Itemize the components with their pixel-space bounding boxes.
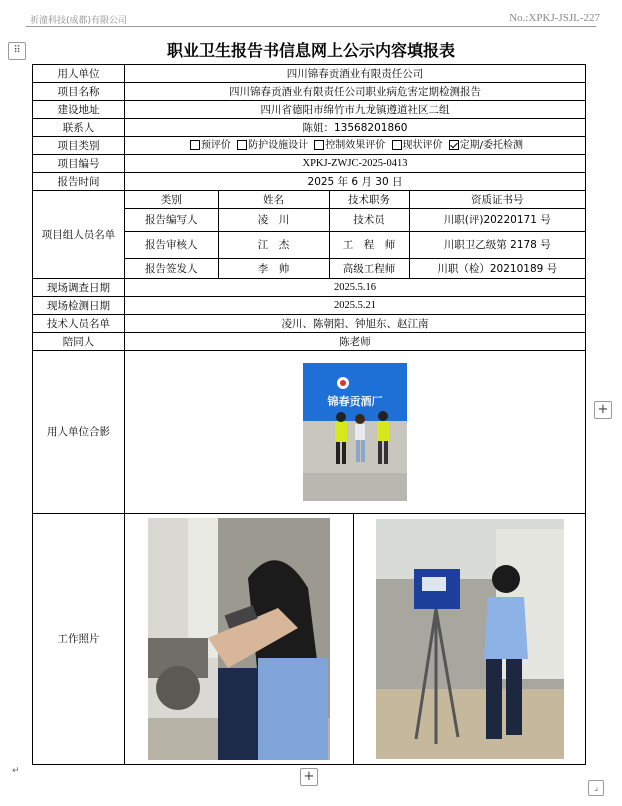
survey-date-value[interactable]: 2025.5.16	[125, 279, 586, 297]
page-title: 职业卫生报告书信息网上公示内容填报表	[166, 41, 455, 60]
table-row	[33, 83, 586, 101]
checkbox-checked-icon[interactable]	[449, 140, 459, 150]
project-no-value[interactable]: XPKJ-ZWJC-2025-0413	[125, 155, 586, 173]
team-role: 报告签发人	[125, 259, 218, 279]
report-date-value[interactable]: 2025 年 6 月 30 日	[125, 173, 586, 191]
team-role: 报告审核人	[125, 232, 218, 259]
work-photo-cell-1	[125, 514, 354, 765]
team-cert[interactable]: 川职（检）20210189 号	[437, 262, 558, 275]
team-name[interactable]: 江 杰	[218, 232, 329, 259]
team-header-row	[125, 191, 585, 209]
work-photo-cell-2	[354, 514, 586, 765]
unit-label: 用人单位	[33, 65, 125, 83]
test-date-value[interactable]: 2025.5.21	[125, 297, 586, 315]
category-option-pre[interactable]: 预评价	[187, 140, 231, 151]
team-title[interactable]: 高级工程师	[329, 259, 409, 279]
add-column-button[interactable]: +	[594, 401, 612, 419]
checkbox-icon[interactable]	[392, 140, 402, 150]
table-move-handle-icon[interactable]: ⠿	[8, 42, 26, 60]
category-option-status[interactable]: 现状评价	[389, 140, 443, 151]
work-photo-image-2[interactable]	[376, 519, 564, 759]
team-name[interactable]: 凌 川	[218, 209, 329, 232]
team-label: 项目组人员名单	[33, 191, 125, 279]
category-label: 项目类别	[33, 137, 125, 155]
group-photo-cell	[125, 351, 586, 514]
checkbox-icon[interactable]	[314, 140, 324, 150]
table-row	[33, 514, 586, 765]
header-doc-no: No.:XPKJ-JSJL-227	[509, 12, 600, 24]
technicians-label: 技术人员名单	[33, 315, 125, 333]
contact-value[interactable]: 陈姐：13568201860	[125, 119, 586, 137]
survey-date-label: 现场调查日期	[33, 279, 125, 297]
project-name-label: 项目名称	[33, 83, 125, 101]
category-option-control[interactable]: 控制效果评价	[311, 140, 385, 151]
team-header-title: 技术职务	[329, 191, 409, 209]
group-photo-label: 用人单位合影	[33, 351, 125, 514]
team-title[interactable]: 技术员	[329, 209, 409, 232]
unit-value[interactable]: 四川锦春贡酒业有限责任公司	[125, 65, 586, 83]
table-row	[33, 297, 586, 315]
test-date-label: 现场检测日期	[33, 297, 125, 315]
address-label: 建设地址	[33, 101, 125, 119]
table-row	[33, 279, 586, 297]
team-table-cell	[125, 191, 586, 279]
category-options	[125, 137, 586, 155]
team-header-name: 姓名	[218, 191, 329, 209]
project-name-value[interactable]: 四川锦春贡酒业有限责任公司职业病危害定期检测报告	[125, 83, 586, 101]
work-photo-image-1[interactable]	[148, 518, 330, 760]
report-date-label: 报告时间	[33, 173, 125, 191]
table-row	[33, 191, 586, 279]
team-cert[interactable]: 川职(评)20220171 号	[409, 209, 585, 232]
resize-handle-icon[interactable]: ⌟	[588, 780, 604, 796]
team-row	[125, 232, 585, 259]
accompany-label: 陪同人	[33, 333, 125, 351]
table-row	[33, 315, 586, 333]
category-option-design[interactable]: 防护设施设计	[234, 140, 308, 151]
team-table	[125, 191, 585, 278]
contact-label: 联系人	[33, 119, 125, 137]
technicians-value[interactable]: 凌川、陈朝阳、钟旭东、赵江南	[125, 315, 586, 333]
paragraph-mark-icon: ↵	[12, 766, 20, 776]
team-name[interactable]: 李 帅	[218, 259, 329, 279]
group-photo-image[interactable]	[303, 363, 407, 501]
team-header-cert: 资质证书号	[409, 191, 585, 209]
team-row	[125, 259, 585, 279]
team-header-role: 类别	[125, 191, 218, 209]
checkbox-icon[interactable]	[237, 140, 247, 150]
work-photo-label: 工作照片	[33, 514, 125, 765]
header-divider	[26, 26, 596, 27]
table-row	[33, 101, 586, 119]
accompany-value[interactable]: 陈老师	[125, 333, 586, 351]
info-table	[32, 64, 586, 765]
table-row	[33, 351, 586, 514]
team-role: 报告编写人	[125, 209, 218, 232]
header-company: 祈潼科技(成都)有限公司	[30, 16, 128, 26]
team-title[interactable]: 工 程 师	[329, 232, 409, 259]
table-row	[33, 119, 586, 137]
team-row	[125, 209, 585, 232]
table-row	[33, 173, 586, 191]
table-row	[33, 333, 586, 351]
address-value[interactable]: 四川省德阳市绵竹市九龙镇遵道社区二组	[125, 101, 586, 119]
add-row-button[interactable]: +	[300, 768, 318, 786]
project-no-label: 项目编号	[33, 155, 125, 173]
group-photo-sign-text: 锦春贡酒厂	[327, 395, 383, 408]
table-row	[33, 137, 586, 155]
team-cert[interactable]: 川职卫乙级第 2178 号	[409, 232, 585, 259]
checkbox-icon[interactable]	[190, 140, 200, 150]
table-row	[33, 155, 586, 173]
table-row	[33, 65, 586, 83]
category-option-periodic[interactable]: 定期/委托检测	[446, 140, 523, 151]
